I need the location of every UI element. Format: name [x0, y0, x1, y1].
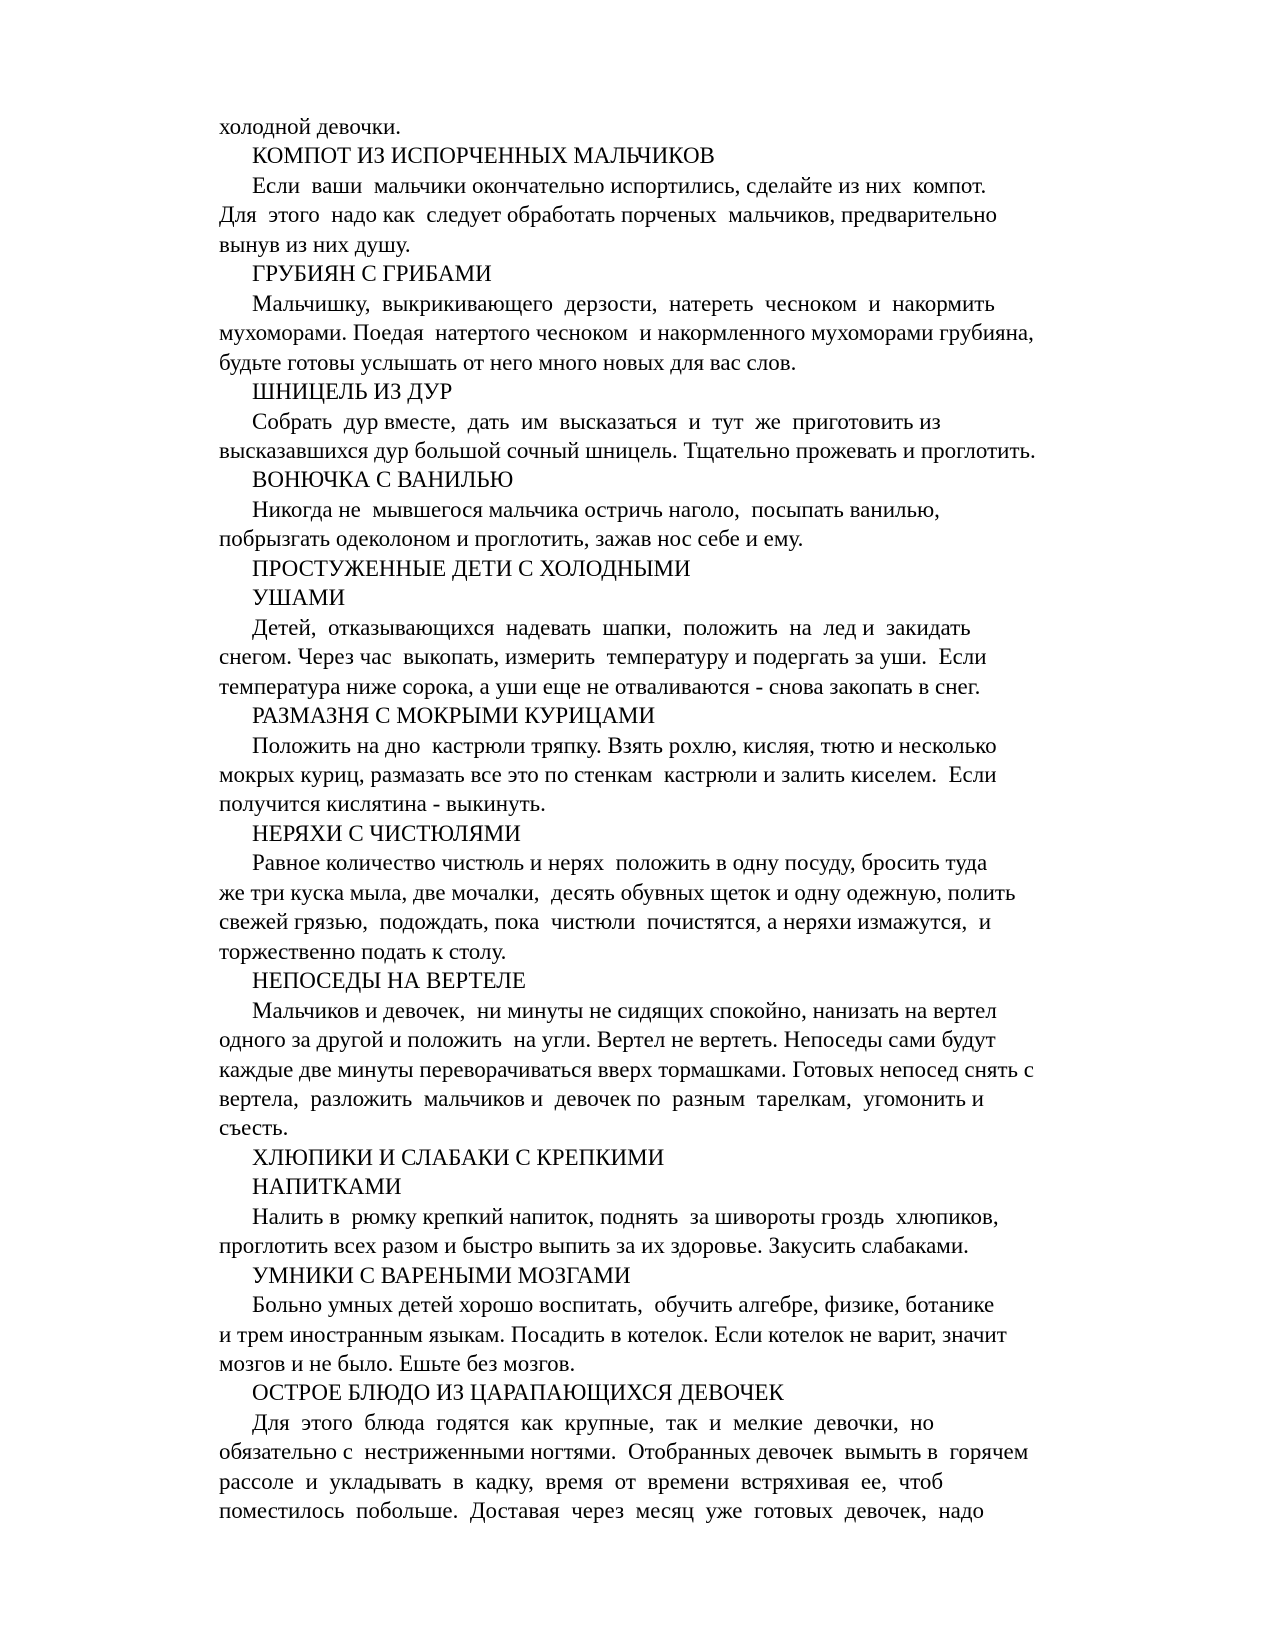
text-line: торжественно подать к столу. — [219, 938, 507, 964]
text-line: проглотить всех разом и быстро выпить за их здоровье. Закусить слабаками. — [219, 1233, 969, 1259]
text-line: побрызгать одеколоном и проглотить, зажав нос себе и ему. — [219, 526, 804, 552]
text-line: Если ваши мальчики окончательно испортились, сделайте из них компот. — [252, 172, 987, 198]
text-line: поместилось побольше. Доставая через месяц уже готовых девочек, надо — [219, 1498, 985, 1524]
text-line: каждые две минуты переворачиваться вверх тормашками. Готовых непосед снять с — [219, 1056, 1034, 1082]
text-line: снегом. Через час выкопать, измерить температуру и подергать за уши. Если — [219, 644, 987, 670]
text-line: будьте готовы услышать от него много новых для вас слов. — [219, 349, 797, 375]
section-heading: ГРУБИЯН С ГРИБАМИ — [252, 261, 492, 287]
text-line: рассоле и укладывать в кадку, время от времени встряхивая ее, чтоб — [219, 1468, 944, 1494]
text-line: Собрать дур вместе, дать им высказаться и тут же приготовить из — [252, 408, 941, 434]
text-line: Налить в рюмку крепкий напиток, поднять за шивороты гроздь хлюпиков, — [252, 1203, 999, 1229]
document-body — [219, 112, 1140, 1526]
section-heading: НЕРЯХИ С ЧИСТЮЛЯМИ — [252, 820, 521, 846]
text-line: же три куска мыла, две мочалки, десять обувных щеток и одну одежную, полить — [219, 879, 1016, 905]
text-line: мокрых куриц, размазать все это по стенкам кастрюли и залить киселем. Если — [219, 761, 997, 787]
text-line: свежей грязью, подождать, пока чистюли почистятся, а неряхи измажутся, и — [219, 909, 992, 935]
text-line: температура ниже сорока, а уши еще не отваливаются - снова закопать в снег. — [219, 673, 981, 699]
text-line: Для этого надо как следует обработать порченых мальчиков, предварительно — [219, 202, 998, 228]
section-heading: НАПИТКАМИ — [252, 1174, 402, 1200]
text-line: вынув из них душу. — [219, 231, 411, 257]
section-heading: НЕПОСЕДЫ НА ВЕРТЕЛЕ — [252, 968, 526, 994]
text-line: мухоморами. Поедая натертого чесноком и накормленного мухоморами грубияна, — [219, 320, 1034, 346]
section-heading: ШНИЦЕЛЬ ИЗ ДУР — [252, 379, 453, 405]
text-line: Никогда не мывшегося мальчика остричь наголо, посыпать ванилью, — [252, 496, 940, 522]
text-line: Больно умных детей хорошо воспитать, обучить алгебре, физике, ботанике — [252, 1292, 995, 1318]
text-line: получится кислятина - выкинуть. — [219, 791, 546, 817]
text-line: Для этого блюда годятся как крупные, так и мелкие девочки, но — [252, 1409, 935, 1435]
text-line: одного за другой и положить на угли. Вертел не вертеть. Непоседы сами будут — [219, 1027, 996, 1053]
section-heading: УМНИКИ С ВАРЕНЫМИ МОЗГАМИ — [252, 1262, 631, 1288]
text-line: высказавшихся дур большой сочный шницель. Тщательно прожевать и проглотить. — [219, 437, 1036, 463]
section-heading: РАЗМАЗНЯ С МОКРЫМИ КУРИЦАМИ — [252, 703, 656, 729]
text-line: мозгов и не было. Ешьте без мозгов. — [219, 1351, 576, 1377]
section-heading: ВОНЮЧКА С ВАНИЛЬЮ — [252, 467, 514, 493]
text-line: и трем иностранным языкам. Посадить в котелок. Если котелок не варит, значит — [219, 1321, 1007, 1347]
text-line: Положить на дно кастрюли тряпку. Взять рохлю, кисляя, тютю и несколько — [252, 732, 997, 758]
text-line: вертела, разложить мальчиков и девочек по разным тарелкам, угомонить и — [219, 1085, 984, 1111]
text-line: обязательно с нестриженными ногтями. Отобранных девочек вымыть в горячем — [219, 1439, 1029, 1465]
section-heading: ПРОСТУЖЕННЫЕ ДЕТИ С ХОЛОДНЫМИ — [252, 555, 691, 581]
section-heading: УШАМИ — [252, 585, 346, 611]
section-heading: ОСТРОЕ БЛЮДО ИЗ ЦАРАПАЮЩИХСЯ ДЕВОЧЕК — [252, 1380, 784, 1406]
text-line: съесть. — [219, 1115, 289, 1141]
section-heading: КОМПОТ ИЗ ИСПОРЧЕННЫХ МАЛЬЧИКОВ — [252, 143, 715, 169]
text-line: Мальчиков и девочек, ни минуты не сидящих спокойно, нанизать на вертел — [252, 997, 997, 1023]
section-heading: ХЛЮПИКИ И СЛАБАКИ С КРЕПКИМИ — [252, 1144, 665, 1170]
text-line: Мальчишку, выкрикивающего дерзости, натереть чесноком и накормить — [252, 290, 995, 316]
text-line: холодной девочки. — [219, 114, 402, 139]
text-line: Детей, отказывающихся надевать шапки, положить на лед и закидать — [252, 614, 971, 640]
text-line: Равное количество чистюль и нерях положить в одну посуду, бросить туда — [252, 850, 988, 876]
